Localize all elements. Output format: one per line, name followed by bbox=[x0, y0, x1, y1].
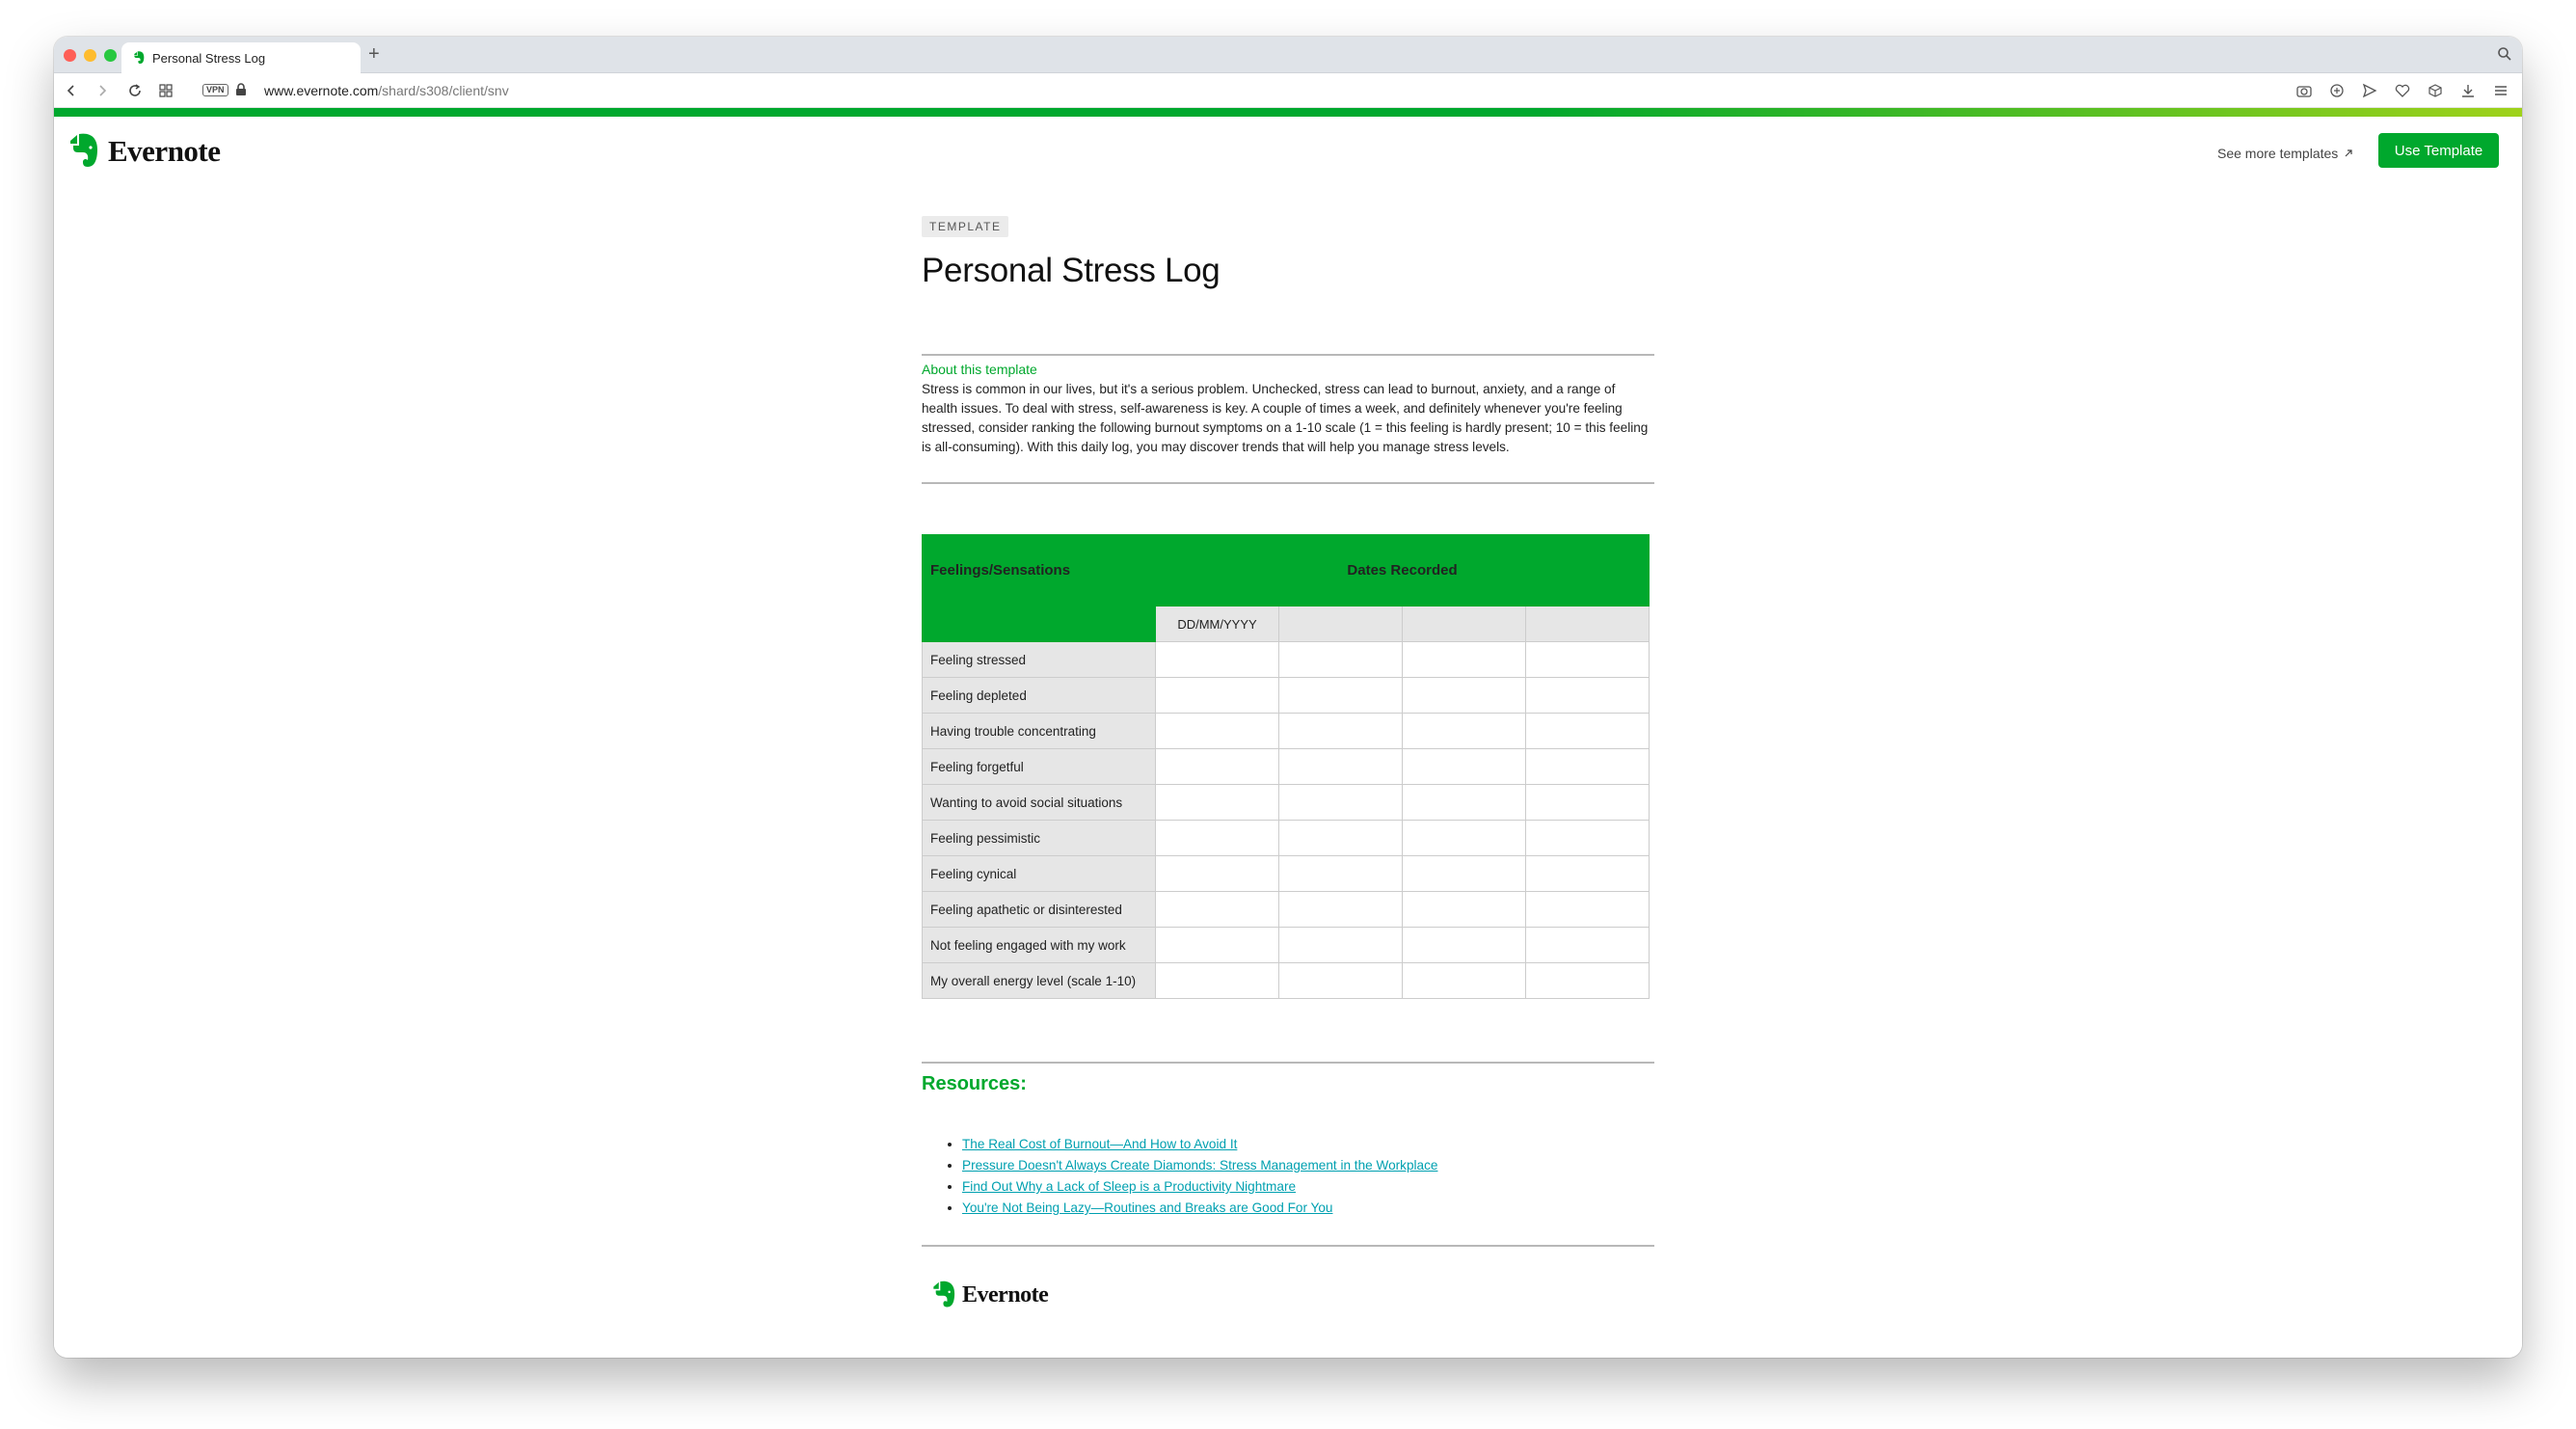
external-arrow-icon bbox=[2344, 148, 2353, 158]
rating-cell[interactable] bbox=[1403, 714, 1526, 749]
rating-cell[interactable] bbox=[1403, 785, 1526, 821]
forward-icon[interactable] bbox=[93, 81, 112, 100]
list-item bbox=[962, 1198, 1437, 1219]
table-row bbox=[923, 928, 1650, 963]
rating-cell[interactable] bbox=[1156, 821, 1279, 856]
rating-cell[interactable] bbox=[1156, 642, 1279, 678]
rating-cell[interactable] bbox=[1526, 963, 1650, 999]
reload-icon[interactable] bbox=[125, 81, 145, 100]
table-row bbox=[923, 821, 1650, 856]
rating-cell[interactable] bbox=[1526, 928, 1650, 963]
row-label: Having trouble concentrating bbox=[923, 714, 1156, 749]
minimize-window-button[interactable] bbox=[84, 49, 96, 62]
feelings-header: Feelings/Sensations bbox=[923, 535, 1156, 642]
rating-cell[interactable] bbox=[1156, 678, 1279, 714]
page-content bbox=[54, 117, 2522, 1358]
resources-heading: Resources: bbox=[922, 1073, 1027, 1094]
resource-link[interactable]: Find Out Why a Lack of Sleep is a Productivity Nightmare bbox=[962, 1179, 1297, 1194]
rating-cell[interactable] bbox=[1279, 714, 1403, 749]
back-icon[interactable] bbox=[62, 81, 81, 100]
table-row bbox=[923, 678, 1650, 714]
rating-cell[interactable] bbox=[1403, 856, 1526, 892]
rating-cell[interactable] bbox=[1279, 856, 1403, 892]
rating-cell[interactable] bbox=[1403, 678, 1526, 714]
list-item bbox=[962, 1134, 1437, 1155]
url-path: /shard/s308/client/snv bbox=[378, 83, 509, 98]
about-text: Stress is common in our lives, but it's a serious problem. Unchecked, stress can lead to burnout, anxiety, and a range of health issues. To deal with stress, self-awareness is key. A couple of times a week, and definitely whenever you're feeling stressed, consider ranking the following burnout symptoms on a 1-10 scale (1 = this feeling is hardly present; 10 = this feeling is all-consuming). With this daily log, you may discover trends that will help you manage stress levels. bbox=[922, 382, 1649, 454]
list-item bbox=[962, 1155, 1437, 1176]
rating-cell[interactable] bbox=[1403, 642, 1526, 678]
rating-cell[interactable] bbox=[1403, 821, 1526, 856]
table-row bbox=[923, 963, 1650, 999]
address-bar[interactable] bbox=[264, 83, 509, 98]
rating-cell[interactable] bbox=[1156, 892, 1279, 928]
stress-log-table bbox=[922, 534, 1650, 999]
row-label: My overall energy level (scale 1-10) bbox=[923, 963, 1156, 999]
send-icon[interactable] bbox=[2360, 81, 2379, 100]
rating-cell[interactable] bbox=[1279, 749, 1403, 785]
about-heading: About this template bbox=[922, 362, 1037, 377]
divider bbox=[922, 354, 1654, 356]
rating-cell[interactable] bbox=[1403, 892, 1526, 928]
row-label: Feeling cynical bbox=[923, 856, 1156, 892]
table-row bbox=[923, 714, 1650, 749]
download-icon[interactable] bbox=[2458, 81, 2478, 100]
rating-cell[interactable] bbox=[1526, 749, 1650, 785]
row-label: Feeling apathetic or disinterested bbox=[923, 892, 1156, 928]
table-row bbox=[923, 892, 1650, 928]
rating-cell[interactable] bbox=[1156, 714, 1279, 749]
evernote-logo[interactable] bbox=[67, 132, 221, 171]
table-row bbox=[923, 642, 1650, 678]
see-more-templates-link[interactable] bbox=[2217, 146, 2353, 161]
row-label: Feeling depleted bbox=[923, 678, 1156, 714]
date-cell[interactable] bbox=[1403, 607, 1526, 642]
rating-cell[interactable] bbox=[1279, 785, 1403, 821]
cube-icon[interactable] bbox=[2426, 81, 2445, 100]
rating-cell[interactable] bbox=[1526, 856, 1650, 892]
resource-link[interactable]: You're Not Being Lazy—Routines and Breaks are Good For You bbox=[962, 1200, 1333, 1215]
rating-cell[interactable] bbox=[1279, 892, 1403, 928]
evernote-favicon-icon bbox=[131, 50, 147, 66]
tabs-grid-icon[interactable] bbox=[156, 81, 175, 100]
rating-cell[interactable] bbox=[1156, 963, 1279, 999]
logo-text: Evernote bbox=[108, 134, 221, 168]
vpn-badge[interactable]: VPN bbox=[202, 84, 228, 96]
row-label: Not feeling engaged with my work bbox=[923, 928, 1156, 963]
camera-icon[interactable] bbox=[2294, 81, 2314, 100]
menu-icon[interactable] bbox=[2491, 81, 2510, 100]
tab-strip bbox=[54, 37, 2522, 73]
maximize-window-button[interactable] bbox=[104, 49, 117, 62]
search-icon[interactable] bbox=[2497, 46, 2512, 62]
rating-cell[interactable] bbox=[1156, 785, 1279, 821]
date-cell[interactable]: DD/MM/YYYY bbox=[1156, 607, 1279, 642]
divider bbox=[922, 1245, 1654, 1247]
browser-window bbox=[54, 37, 2522, 1358]
rating-cell[interactable] bbox=[1156, 749, 1279, 785]
date-cell[interactable] bbox=[1526, 607, 1650, 642]
rating-cell[interactable] bbox=[1279, 821, 1403, 856]
template-badge: TEMPLATE bbox=[922, 216, 1008, 237]
rating-cell[interactable] bbox=[1279, 678, 1403, 714]
resource-link[interactable]: The Real Cost of Burnout—And How to Avoid It bbox=[962, 1137, 1238, 1151]
table-row bbox=[923, 749, 1650, 785]
close-window-button[interactable] bbox=[64, 49, 76, 62]
resources-list bbox=[962, 1134, 1437, 1219]
date-cell[interactable] bbox=[1279, 607, 1403, 642]
divider bbox=[922, 1062, 1654, 1064]
row-label: Feeling stressed bbox=[923, 642, 1156, 678]
rating-cell[interactable] bbox=[1156, 928, 1279, 963]
rating-cell[interactable] bbox=[1279, 642, 1403, 678]
divider bbox=[922, 482, 1654, 484]
rating-cell[interactable] bbox=[1526, 642, 1650, 678]
rating-cell[interactable] bbox=[1156, 856, 1279, 892]
rating-cell[interactable] bbox=[1403, 749, 1526, 785]
table-row bbox=[923, 785, 1650, 821]
row-label: Feeling forgetful bbox=[923, 749, 1156, 785]
footer-logo bbox=[931, 1280, 1048, 1310]
rating-cell[interactable] bbox=[1526, 785, 1650, 821]
rating-cell[interactable] bbox=[1526, 714, 1650, 749]
browser-toolbar bbox=[54, 73, 2522, 108]
evernote-elephant-icon bbox=[931, 1280, 958, 1310]
rating-cell[interactable] bbox=[1279, 963, 1403, 999]
rating-cell[interactable] bbox=[1526, 678, 1650, 714]
rating-cell[interactable] bbox=[1403, 928, 1526, 963]
footer-logo-text: Evernote bbox=[962, 1281, 1049, 1308]
see-more-label: See more templates bbox=[2217, 146, 2339, 161]
rating-cell[interactable] bbox=[1526, 892, 1650, 928]
toolbar-actions bbox=[2294, 81, 2510, 100]
new-tab-button[interactable]: + bbox=[368, 43, 380, 65]
shield-icon[interactable] bbox=[2327, 81, 2347, 100]
heart-icon[interactable] bbox=[2393, 81, 2412, 100]
row-label: Wanting to avoid social situations bbox=[923, 785, 1156, 821]
url-domain: www.evernote.com bbox=[264, 83, 379, 98]
rating-cell[interactable] bbox=[1526, 821, 1650, 856]
evernote-elephant-icon bbox=[67, 132, 102, 171]
dates-recorded-header: Dates Recorded bbox=[1156, 535, 1650, 607]
lock-icon[interactable] bbox=[235, 83, 247, 96]
use-template-button[interactable]: Use Template bbox=[2378, 133, 2499, 168]
accent-bar bbox=[54, 108, 2522, 117]
resource-link[interactable]: Pressure Doesn't Always Create Diamonds: Stress Management in the Workplace bbox=[962, 1158, 1438, 1173]
row-label: Feeling pessimistic bbox=[923, 821, 1156, 856]
rating-cell[interactable] bbox=[1403, 963, 1526, 999]
tab-title: Personal Stress Log bbox=[152, 50, 266, 66]
page-title: Personal Stress Log bbox=[922, 252, 1221, 289]
rating-cell[interactable] bbox=[1279, 928, 1403, 963]
table-row bbox=[923, 856, 1650, 892]
browser-tab[interactable] bbox=[121, 42, 361, 73]
list-item bbox=[962, 1176, 1437, 1198]
